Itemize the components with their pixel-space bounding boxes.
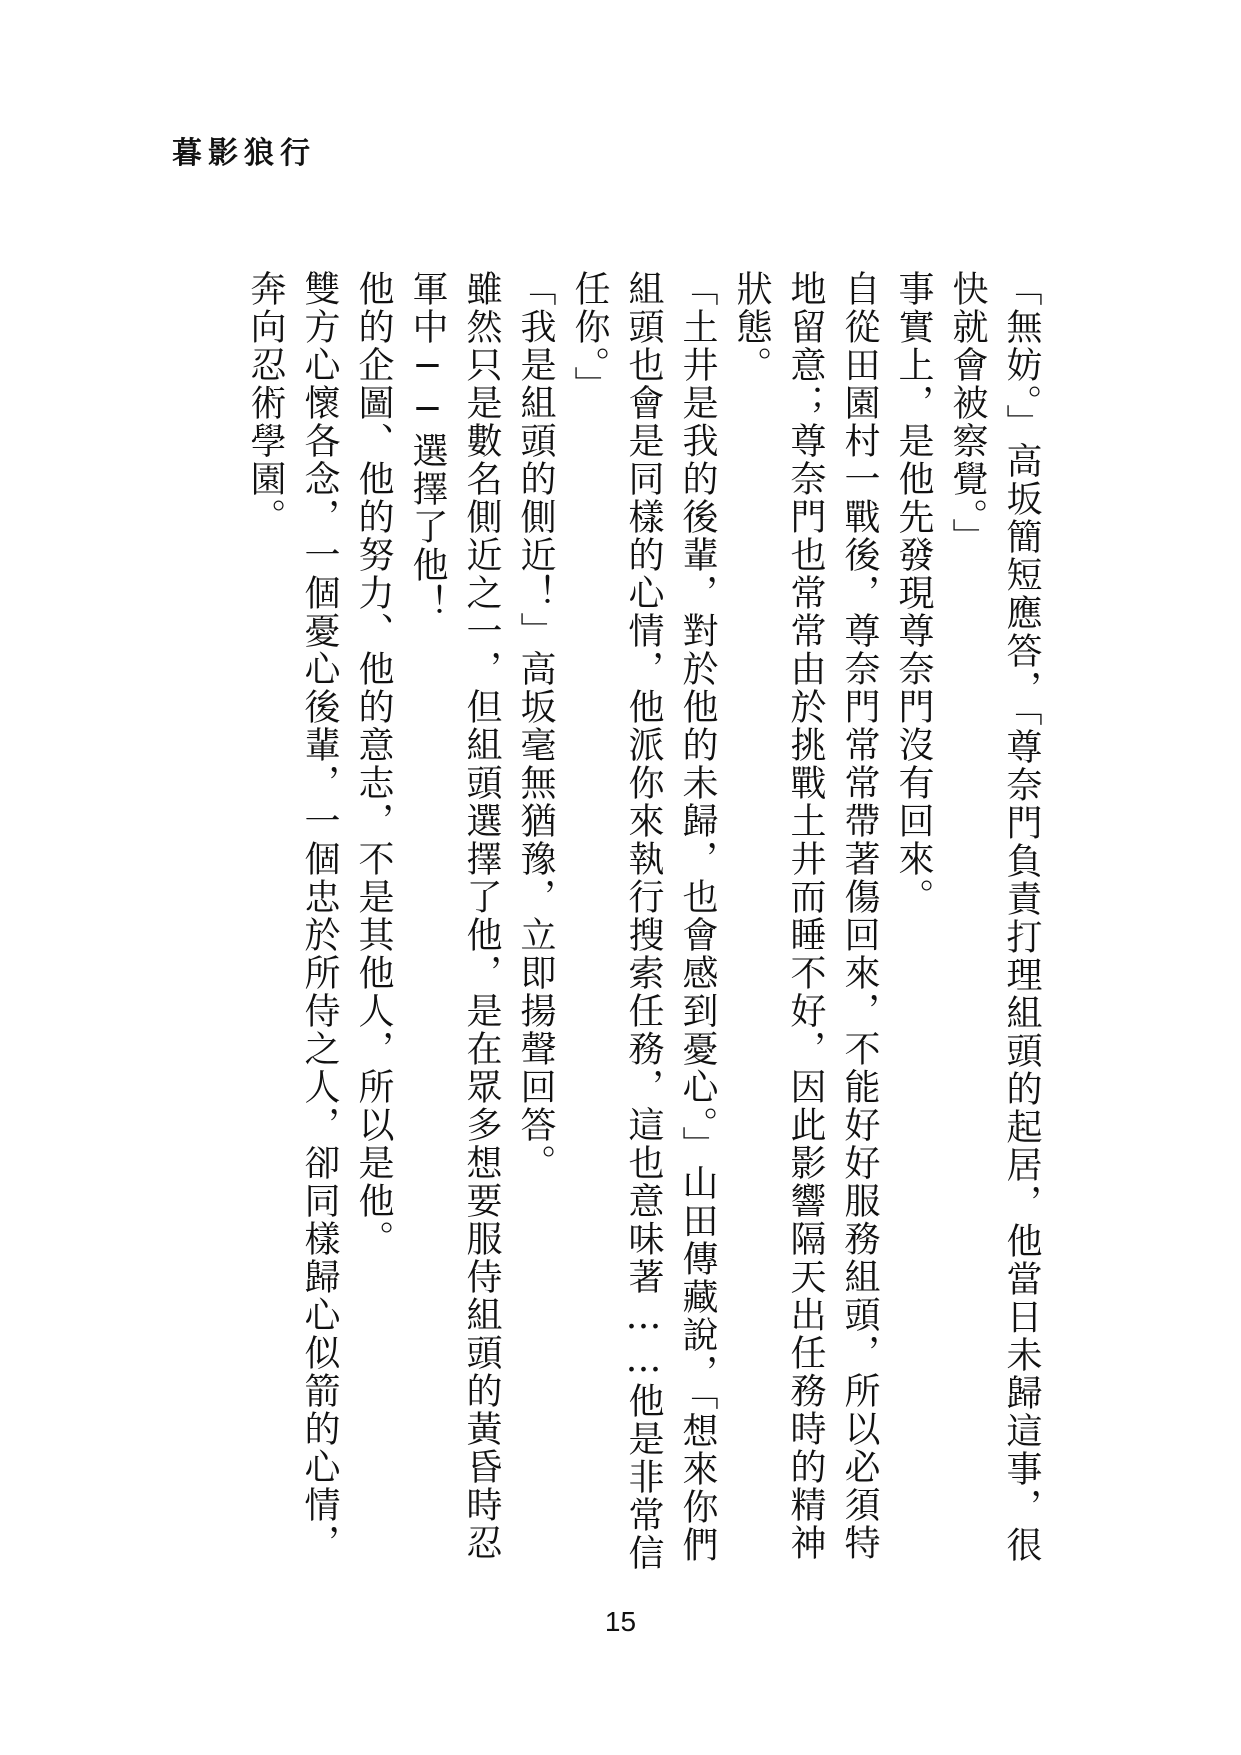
paragraph: 事實上，是他先發現尊奈門沒有回來。: [893, 270, 934, 916]
paragraph: 「土井是我的後輩，對於他的未歸，也會感到憂心。」山田傳藏說，「想來你們組頭也會是同樣的心情，他派你來執行搜索任務，這也意味著……他是非常信任你。」: [569, 270, 718, 1572]
paragraph: 雖然只是數名側近之一，但組頭選擇了他，是在眾多想要服侍組頭的黃昏時忍軍中──選擇了他！: [407, 270, 502, 1562]
paragraph: 「我是組頭的側近！」高坂毫無猶豫，立即揚聲回答。: [515, 270, 556, 1182]
paragraph: 「無妨。」高坂簡短應答，「尊奈門負責打理組頭的起居，他當日未歸這事，很快就會被察覺。」: [947, 270, 1042, 1564]
paragraph: 雙方心懷各念，一個憂心後輩，一個忠於所侍之人，卻同樣歸心似箭的心情，奔向忍術學園。: [245, 270, 340, 1562]
paragraph: 自從田園村一戰後，尊奈門常常帶著傷回來，不能好好服務組頭，所以必須特地留意；尊奈門也常常由於挑戰土井而睡不好，因此影響隔天出任務時的精神狀態。: [731, 270, 880, 1562]
paragraph: 他的企圖、他的努力、他的意志，不是其他人，所以是他。: [353, 270, 394, 1258]
book-title: 暮影狼行: [172, 136, 316, 171]
page-number: 15: [604, 1606, 637, 1637]
vertical-text-body: [218, 270, 1048, 1580]
